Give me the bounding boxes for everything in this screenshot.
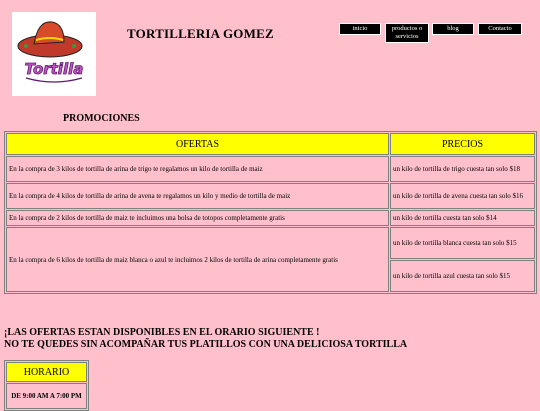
table-header-row bbox=[6, 133, 535, 155]
offers-header: OFERTAS bbox=[6, 133, 389, 155]
availability-notice bbox=[4, 327, 407, 351]
schedule-header: HORARIO bbox=[6, 362, 87, 382]
price-cell: un kilo de tortilla cuesta tan solo $14 bbox=[390, 210, 535, 226]
availability-line-1: ¡LAS OFERTAS ESTAN DISPONIBLES EN EL ORARIO SIGUIENTE ! bbox=[4, 327, 320, 338]
table-row bbox=[6, 210, 535, 226]
promotions-title: PROMOCIONES bbox=[63, 113, 140, 124]
nav-contacto[interactable]: Contacto bbox=[478, 23, 522, 35]
table-row bbox=[6, 227, 535, 259]
availability-line-2: NO TE QUEDES SIN ACOMPAÑAR TUS PLATILLOS CON UNA DELICIOSA TORTILLA bbox=[4, 339, 408, 350]
price-cell: un kilo de tortilla de avena cuesta tan solo $16 bbox=[390, 183, 535, 209]
price-cell: un kilo de tortilla blanca cuesta tan solo $15 bbox=[390, 227, 535, 259]
schedule-table bbox=[4, 360, 89, 411]
offer-cell: En la compra de 3 kilos de tortilla de arina de trigo te regalamos un kilo de tortilla de maiz bbox=[6, 156, 389, 182]
table-row bbox=[6, 183, 535, 209]
nav-bar bbox=[0, 23, 540, 43]
page-title: TORTILLERIA GOMEZ bbox=[127, 26, 274, 41]
offers-table bbox=[4, 131, 537, 294]
nav-productos[interactable]: productos o servicios bbox=[385, 23, 429, 43]
price-cell: un kilo de tortilla azul cuesta tan solo $15 bbox=[390, 260, 535, 292]
nav-blog[interactable]: blog bbox=[432, 23, 474, 35]
table-row bbox=[6, 156, 535, 182]
offer-cell: En la compra de 6 kilos de tortilla de maiz blanca o azul te incluimos 2 kilos de tortilla de arina completamente gratis bbox=[6, 227, 389, 292]
offer-cell: En la compra de 4 kilos de tortilla de arina de avena te regalamos un kilo y medio de tortilla de maiz bbox=[6, 183, 389, 209]
offer-cell: En la compra de 2 kilos de tortilla de maiz te incluimos una bolsa de totopos completamente gratis bbox=[6, 210, 389, 226]
price-cell: un kilo de tortilla de trigo cuesta tan solo $18 bbox=[390, 156, 535, 182]
prices-header: PRECIOS bbox=[390, 133, 535, 155]
logo-text: Tortilla bbox=[24, 60, 84, 78]
schedule-hours: DE 9:00 AM A 7:00 PM bbox=[6, 383, 87, 409]
nav-inicio[interactable]: inicio bbox=[339, 23, 381, 35]
